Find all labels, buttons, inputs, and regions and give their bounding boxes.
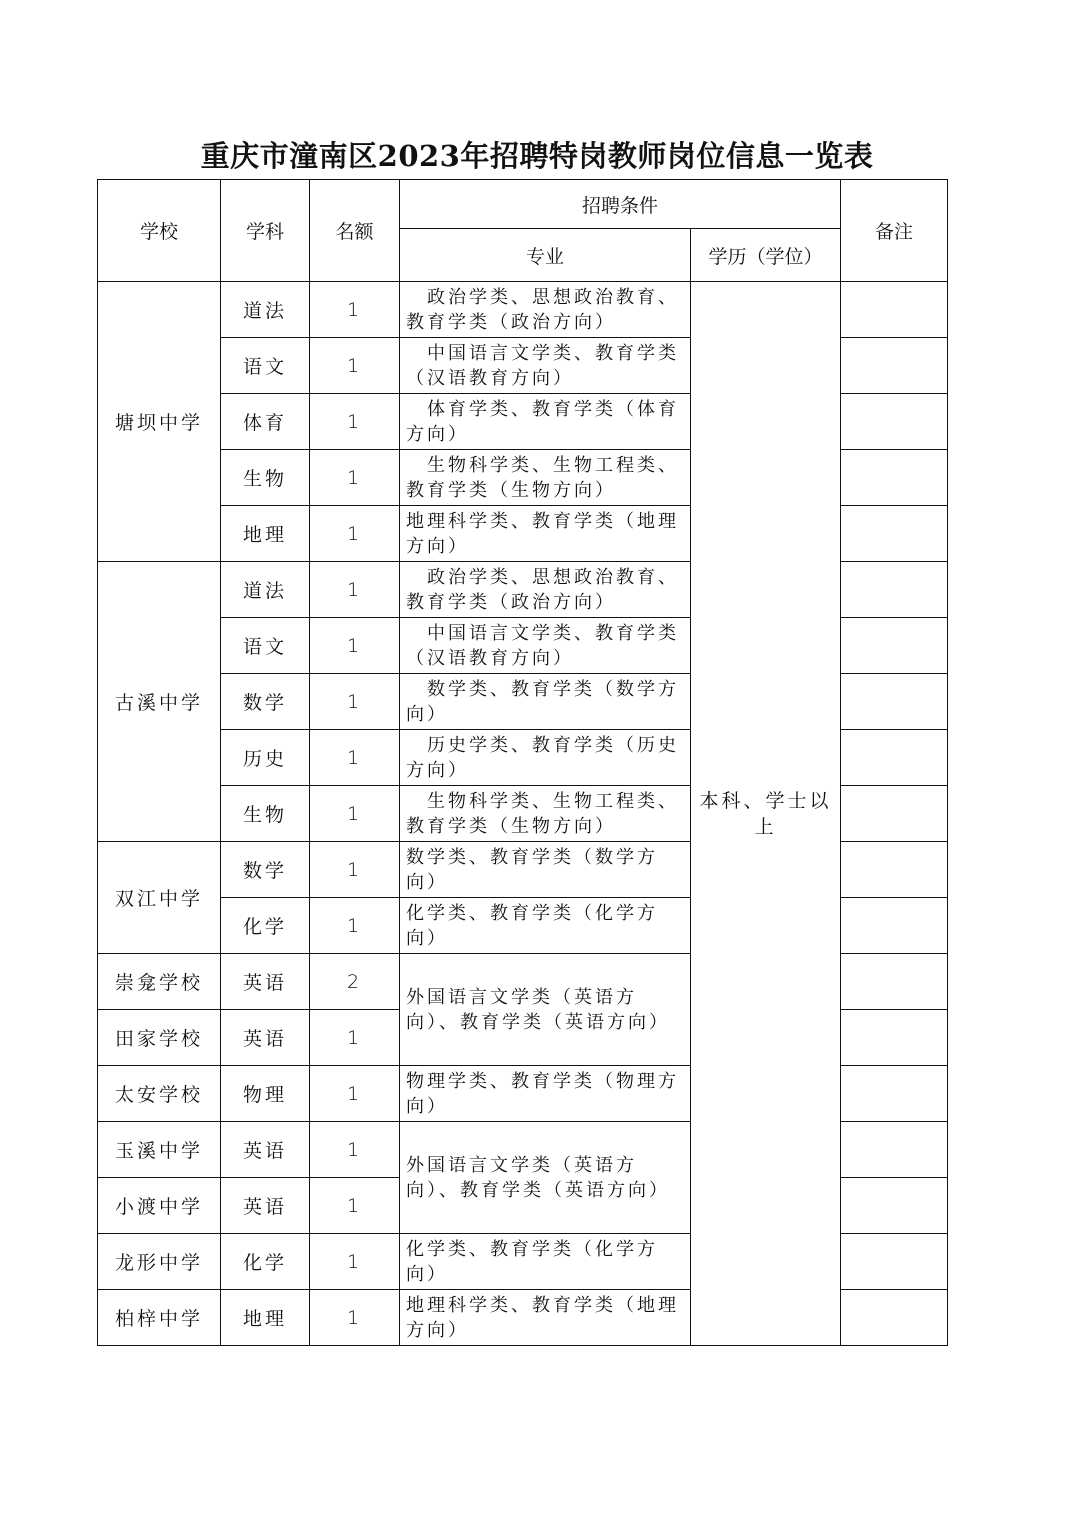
remark-cell	[841, 394, 948, 450]
major-cell: 外国语言文学类（英语方向）、教育学类（英语方向）	[400, 1122, 691, 1234]
major-cell: 化学类、教育学类（化学方向）	[400, 898, 691, 954]
quota-cell: 1	[310, 842, 400, 898]
quota-cell: 1	[310, 394, 400, 450]
quota-cell: 1	[310, 1178, 400, 1234]
major-cell: 数学类、教育学类（数学方向）	[400, 674, 691, 730]
school-cell: 龙形中学	[98, 1234, 221, 1290]
page-title: 重庆市潼南区2023年招聘特岗教师岗位信息一览表	[200, 139, 874, 173]
subject-cell: 地理	[221, 506, 310, 562]
quota-cell: 1	[310, 506, 400, 562]
header-major: 专业	[400, 229, 691, 282]
remark-cell	[841, 954, 948, 1010]
subject-cell: 语文	[221, 338, 310, 394]
school-cell: 田家学校	[98, 1010, 221, 1066]
quota-cell: 1	[310, 674, 400, 730]
subject-cell: 生物	[221, 786, 310, 842]
quota-cell: 1	[310, 282, 400, 338]
remark-cell	[841, 1178, 948, 1234]
major-cell: 中国语言文学类、教育学类（汉语教育方向）	[400, 338, 691, 394]
school-cell: 玉溪中学	[98, 1122, 221, 1178]
subject-cell: 道法	[221, 562, 310, 618]
major-cell: 中国语言文学类、教育学类（汉语教育方向）	[400, 618, 691, 674]
remark-cell	[841, 898, 948, 954]
remark-cell	[841, 450, 948, 506]
major-cell: 化学类、教育学类（化学方向）	[400, 1234, 691, 1290]
quota-cell: 1	[310, 898, 400, 954]
header-education: 学历（学位）	[691, 229, 841, 282]
quota-cell: 1	[310, 1066, 400, 1122]
subject-cell: 历史	[221, 730, 310, 786]
remark-cell	[841, 842, 948, 898]
subject-cell: 数学	[221, 674, 310, 730]
subject-cell: 化学	[221, 898, 310, 954]
remark-cell	[841, 618, 948, 674]
major-cell: 政治学类、思想政治教育、教育学类（政治方向）	[400, 562, 691, 618]
remark-cell	[841, 1066, 948, 1122]
remark-cell	[841, 282, 948, 338]
school-cell: 小渡中学	[98, 1178, 221, 1234]
remark-cell	[841, 1010, 948, 1066]
school-cell: 柏梓中学	[98, 1290, 221, 1346]
subject-cell: 地理	[221, 1290, 310, 1346]
quota-cell: 1	[310, 450, 400, 506]
header-remark: 备注	[841, 180, 948, 282]
major-cell: 历史学类、教育学类（历史方向）	[400, 730, 691, 786]
school-cell: 塘坝中学	[98, 282, 221, 562]
positions-table	[97, 179, 948, 1346]
remark-cell	[841, 1290, 948, 1346]
school-cell: 崇龛学校	[98, 954, 221, 1010]
major-cell: 外国语言文学类（英语方向）、教育学类（英语方向）	[400, 954, 691, 1066]
subject-cell: 语文	[221, 618, 310, 674]
subject-cell: 英语	[221, 1122, 310, 1178]
header-quota: 名额	[310, 180, 400, 282]
quota-cell: 1	[310, 1234, 400, 1290]
quota-cell: 1	[310, 1010, 400, 1066]
quota-cell: 1	[310, 786, 400, 842]
remark-cell	[841, 562, 948, 618]
subject-cell: 英语	[221, 1178, 310, 1234]
quota-cell: 1	[310, 1290, 400, 1346]
header-school: 学校	[98, 180, 221, 282]
subject-cell: 英语	[221, 954, 310, 1010]
major-cell: 地理科学类、教育学类（地理方向）	[400, 506, 691, 562]
school-cell: 双江中学	[98, 842, 221, 954]
remark-cell	[841, 786, 948, 842]
quota-cell: 1	[310, 618, 400, 674]
quota-cell: 1	[310, 338, 400, 394]
remark-cell	[841, 1122, 948, 1178]
major-cell: 体育学类、教育学类（体育方向）	[400, 394, 691, 450]
education-cell: 本科、学士以上	[691, 282, 841, 1346]
school-cell: 古溪中学	[98, 562, 221, 842]
quota-cell: 1	[310, 730, 400, 786]
subject-cell: 体育	[221, 394, 310, 450]
quota-cell: 1	[310, 1122, 400, 1178]
major-cell: 数学类、教育学类（数学方向）	[400, 842, 691, 898]
subject-cell: 化学	[221, 1234, 310, 1290]
major-cell: 生物科学类、生物工程类、教育学类（生物方向）	[400, 786, 691, 842]
remark-cell	[841, 674, 948, 730]
major-cell: 物理学类、教育学类（物理方向）	[400, 1066, 691, 1122]
subject-cell: 英语	[221, 1010, 310, 1066]
subject-cell: 物理	[221, 1066, 310, 1122]
major-cell: 生物科学类、生物工程类、教育学类（生物方向）	[400, 450, 691, 506]
remark-cell	[841, 730, 948, 786]
quota-cell: 1	[310, 562, 400, 618]
header-subject: 学科	[221, 180, 310, 282]
remark-cell	[841, 338, 948, 394]
subject-cell: 生物	[221, 450, 310, 506]
major-cell: 政治学类、思想政治教育、教育学类（政治方向）	[400, 282, 691, 338]
major-cell: 地理科学类、教育学类（地理方向）	[400, 1290, 691, 1346]
subject-cell: 数学	[221, 842, 310, 898]
quota-cell: 2	[310, 954, 400, 1010]
school-cell: 太安学校	[98, 1066, 221, 1122]
remark-cell	[841, 506, 948, 562]
remark-cell	[841, 1234, 948, 1290]
subject-cell: 道法	[221, 282, 310, 338]
table-row	[98, 282, 948, 338]
header-conditions: 招聘条件	[400, 180, 841, 229]
